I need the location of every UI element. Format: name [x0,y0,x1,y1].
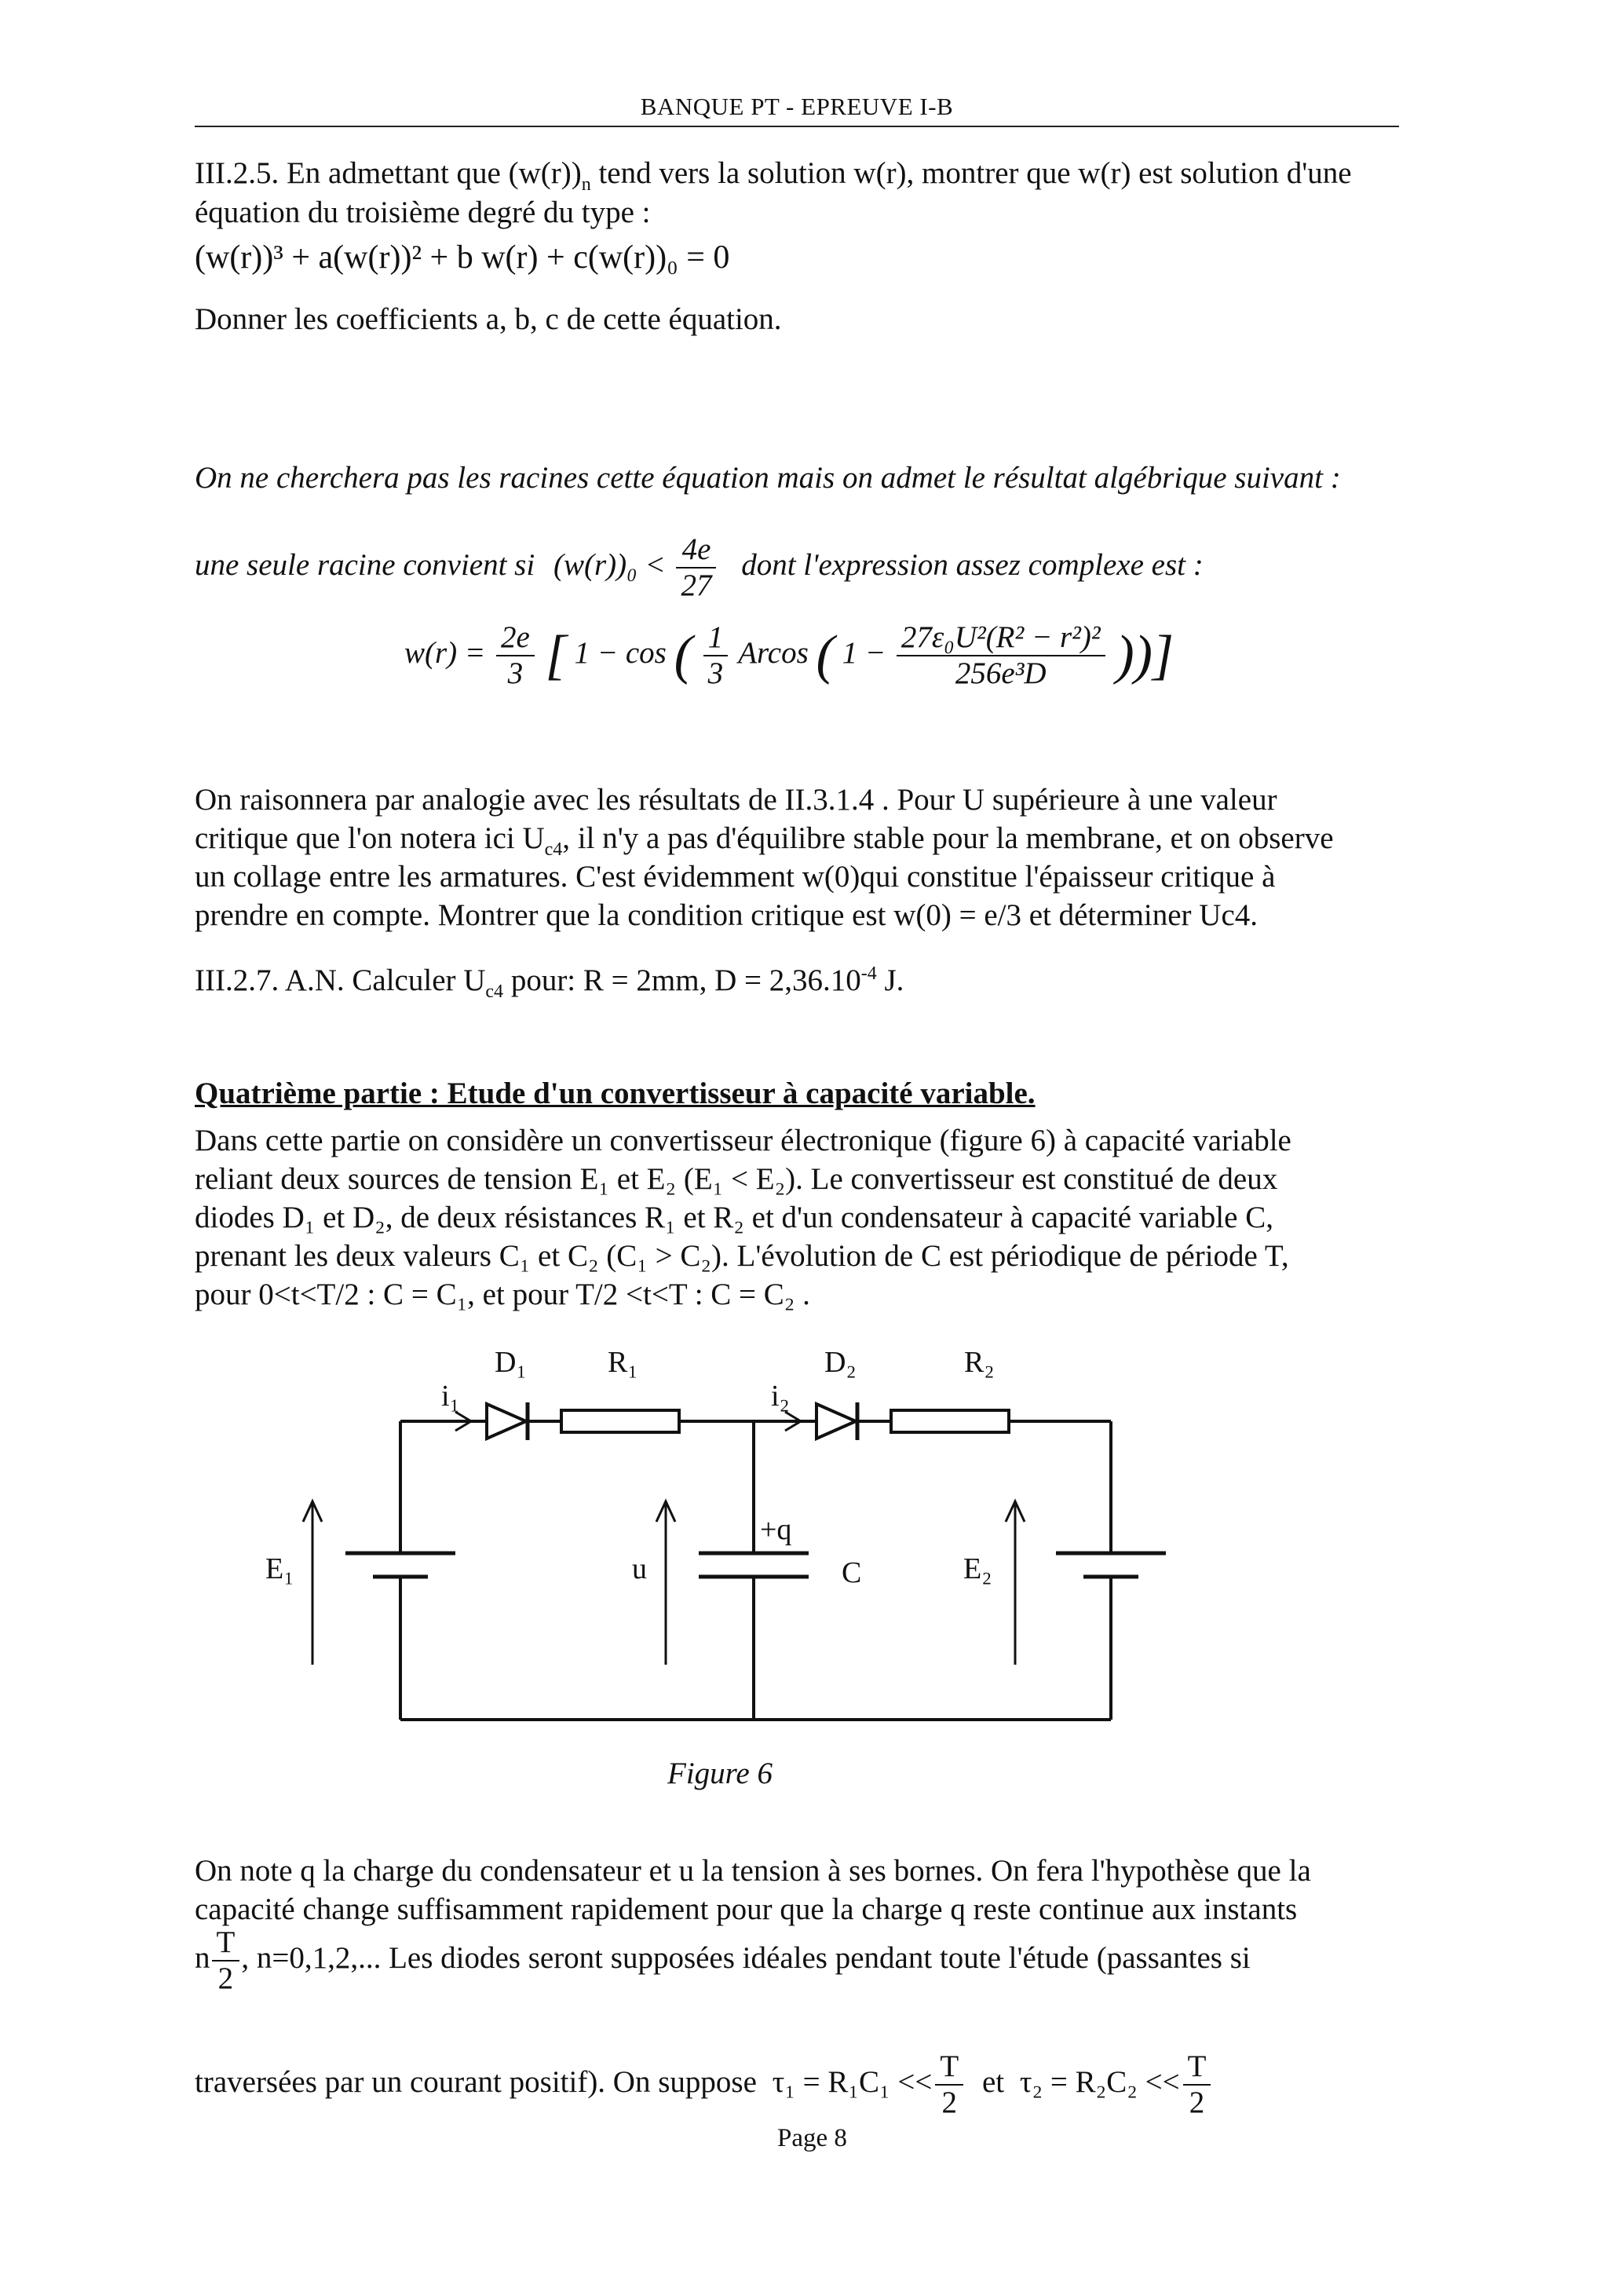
header-rule [195,126,1399,127]
label-u: u [632,1552,647,1585]
circuit-diagram [236,1327,1225,1743]
notes-line2: capacité change suffisamment rapidement pour que la charge q reste continue aux instants [195,1892,1298,1926]
analogy-line2: critique que l'on notera ici $U_{c4}$, il n'y a pas d'équilibre stable pour la membrane, et on observe [195,821,1334,860]
q-iii-2-5-line2: équation du troisième degré du type : [195,196,651,229]
page-number: Page 8 [777,2124,847,2152]
cubic-equation: (w(r))³ + a(w(r))² + b w(r) + c(w(r))₀ = 0 [195,239,730,276]
label-plus-q: +q [760,1513,792,1546]
diode-d1-body [487,1404,526,1439]
label-i2: i₂ [771,1380,790,1413]
w-r-formula: w(r) = $\frac{2e}{3}$ [ 1 − cos ( $\frac{1}{3}$ Arcos ( 1 − $\frac{\text{27ε₀U²(R² − r²)²}}{\text{256e³D}}$ ))] [404,620,1174,690]
resistor-r1 [561,1410,679,1432]
notes-line1: On note q la charge du condensateur et u la tension à ses bornes. On fera l'hypothèse que la [195,1854,1311,1888]
notes-line4: traversées par un courant positif). On suppose τ₁ = R₁C₁ << $\frac{T}{2}$ et τ₂ = R₂C₂ << $\frac{T}{2}$ [195,2049,1451,2128]
q-iii-2-7: III.2.7. A.N. Calculer $U_{c4}$ pour: R = 2mm, $D = 2,36.10^{-4}$ J. [195,963,904,1002]
part4-line5: pour 0<t<T/2 : C = C₁, et pour T/2 <t<T : C = C₂ . [195,1278,810,1311]
label-i1: i₁ [441,1380,460,1413]
admitted-line2: une seule racine convient si (w(r))₀ < $\frac{4e}{27}$ dont l'expression assez complexe est : [195,532,1204,602]
analogy-line3: un collage entre les armatures. C'est évidemment w(0)qui constitue l'épaisseur critique à [195,860,1276,894]
label-r1: R₁ [608,1346,638,1379]
label-d1: D₁ [495,1346,527,1379]
resistor-r2 [891,1410,1009,1432]
label-c: C [842,1556,862,1589]
part4-title: Quatrième partie : Etude d'un convertisseur à capacité variable. [195,1077,1036,1110]
part4-line1: Dans cette partie on considère un convertisseur électronique (figure 6) à capacité variable [195,1124,1291,1157]
label-e2: E₂ [963,1552,992,1585]
part4-line3: diodes D₁ et D₂, de deux résistances R₁ et R₂ et d'un condensateur à capacité variable C, [195,1201,1273,1234]
q-iii-2-5-line3: Donner les coefficients a, b, c de cette équation. [195,302,782,336]
label-d2: D₂ [824,1346,857,1379]
part4-line4: prenant les deux valeurs C₁ et C₂ (C₁ > C₂). L'évolution de C est périodique de période T, [195,1239,1289,1273]
part4-line2: reliant deux sources de tension E₁ et E₂ (E₁ < E₂). Le convertisseur est constitué de deux [195,1162,1278,1196]
notes-line3: n $\frac{T}{2}$ , n=0,1,2,... Les diodes seront supposées idéales pendant toute l'étude (passantes si [195,1925,1251,1995]
label-e1: E₁ [265,1552,294,1585]
diode-d2-body [816,1404,856,1439]
admitted-line1: On ne cherchera pas les racines cette équation mais on admet le résultat algébrique suivant : [195,461,1341,495]
fraction-4e-27: $\frac{4e}{27}$ [676,532,716,603]
analogy-line4: prendre en compte. Montrer que la condition critique est w(0) = e/3 et déterminer Uc4. [195,898,1259,932]
label-r2: R₂ [964,1346,995,1379]
analogy-line1: On raisonnera par analogie avec les résultats de II.3.1.4 . Pour U supérieure à une valeur [195,783,1277,817]
q-iii-2-5-line1: III.2.5. En admettant que $(w(r))_n$ tend vers la solution w(r), montrer que w(r) est solution d'une [195,156,1352,195]
page-header: BANQUE PT - EPREUVE I-B [640,93,954,120]
figure-caption: Figure 6 [667,1757,773,1790]
